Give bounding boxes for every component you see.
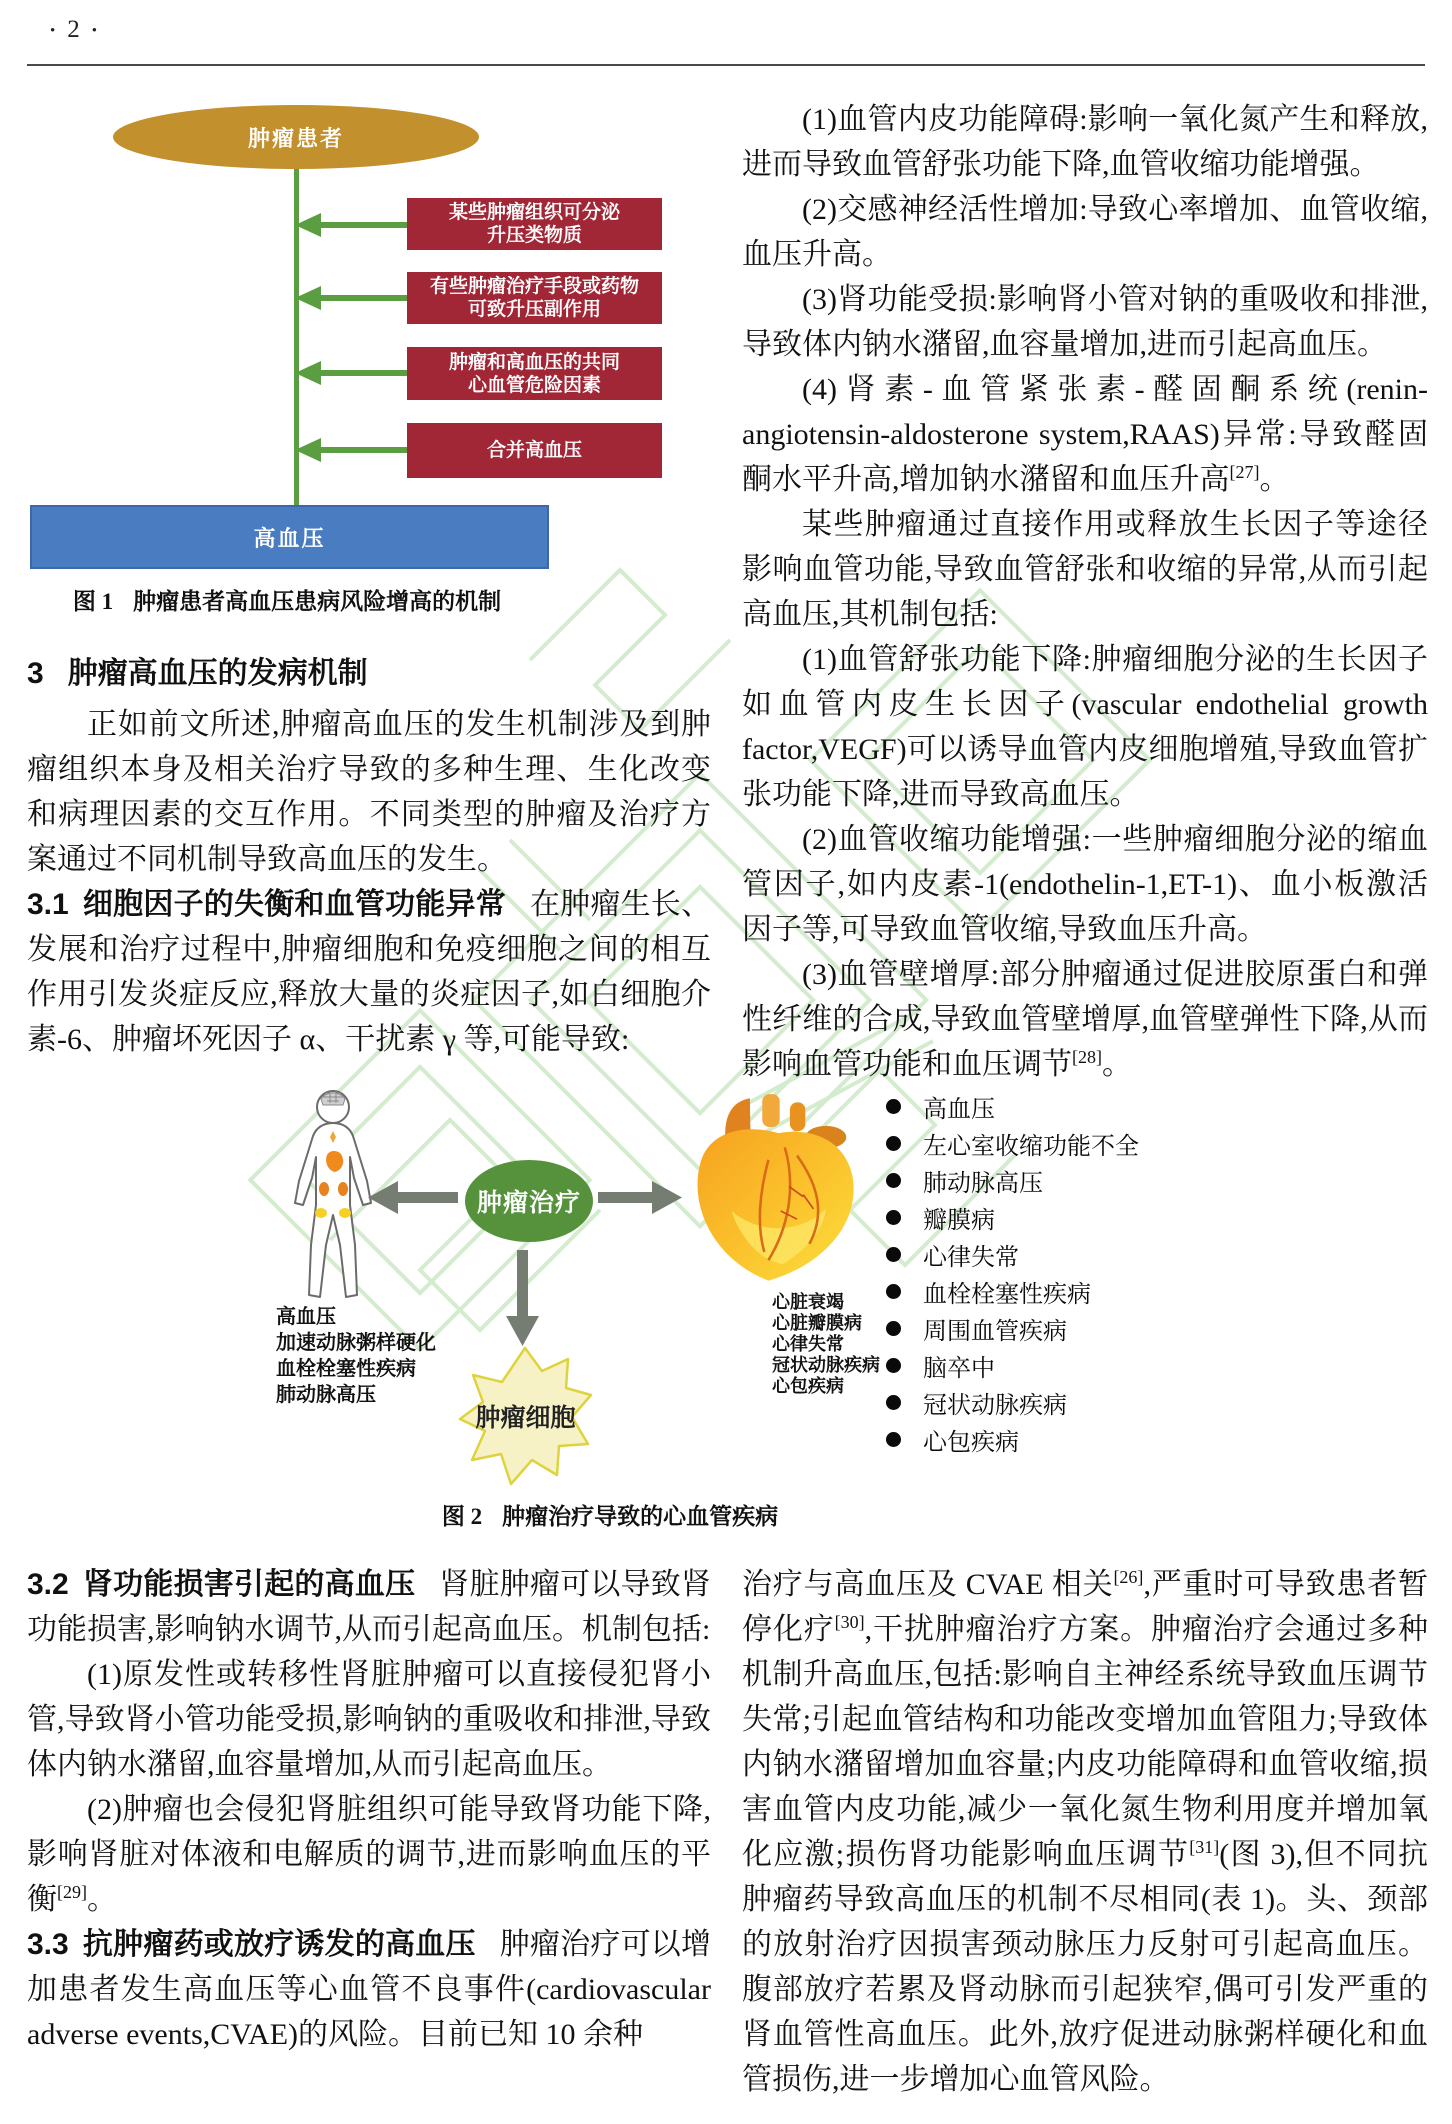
page-number	[40, 16, 109, 44]
section-3-3-heading	[27, 1928, 500, 1961]
paragraph-text: (4)肾素-血管紧张素-醛固酮系统(renin-angiotensin-aldosterone system,RAAS)异常:导致醛固酮水平升高,增加钠水潴留和血压升高	[742, 373, 1428, 496]
paragraph: (1)原发性或转移性肾脏肿瘤可以直接侵犯肾小管,导致肾小管功能受损,影响钠的重吸收和排泄,导致体内钠水潴留,血容量增加,从而引起高血压。	[27, 1658, 711, 1781]
reference-31: [31]	[1189, 1837, 1220, 1857]
cause-box-line: 肿瘤和高血压的共同	[448, 351, 620, 373]
right-column-bottom	[742, 1562, 1428, 2102]
list-item-label: 左心室收缩功能不全	[923, 1132, 1139, 1160]
figure1-result-label: 高血压	[253, 525, 326, 551]
figure2	[250, 1080, 1230, 1510]
heart-effects-list	[772, 1292, 880, 1397]
bullet-icon	[886, 1099, 901, 1114]
cause-box-line: 有些肿瘤治疗手段或药物	[429, 276, 639, 297]
section-3-1-paragraph	[27, 882, 711, 1062]
paragraph-text: 。	[1102, 1048, 1132, 1081]
figure2-ellipse-label: 肿瘤治疗	[476, 1189, 581, 1217]
section-3-1-heading	[27, 888, 530, 921]
list-item-label: 高血压	[923, 1095, 995, 1123]
paragraph: (1)血管舒张功能下降:肿瘤细胞分泌的生长因子如血管内皮生长因子(vascular endothelial growth factor,VEGF)可以诱导血管内皮细胞增殖,导致血管扩张功能下降,进而导致高血压。	[742, 643, 1428, 811]
section-3-2-text: 肾脏肿瘤可以导致肾功能损害,影响钠水调节,从而引起高血压。机制包括:	[27, 1568, 712, 1646]
list-item	[886, 1390, 1139, 1419]
paragraph-text: ,严重时可导致患者暂停化疗	[742, 1568, 1428, 1646]
figure2-caption	[180, 1498, 1040, 1531]
heart-effect-item: 心律失常	[772, 1334, 844, 1354]
heart-effect-item: 心包疾病	[772, 1376, 844, 1396]
bullet-icon	[886, 1247, 901, 1262]
page-number-dot-left: •	[50, 22, 58, 39]
figure1-caption-text: 肿瘤患者高血压患病风险增高的机制	[133, 589, 502, 614]
list-item-label: 心包疾病	[923, 1428, 1019, 1456]
body-effect-item: 血栓栓塞性疾病	[276, 1358, 416, 1380]
paragraph: 某些肿瘤通过直接作用或释放生长因子等途径影响血管功能,导致血管舒张和收缩的异常,从而引起高血压,其机制包括:	[742, 508, 1428, 631]
paragraph-text: (3)血管壁增厚:部分肿瘤通过促进胶原蛋白和弹性纤维的合成,导致血管壁增厚,血管壁弹性下降,从而影响血管功能和血压调节	[742, 958, 1428, 1081]
reference-29: [29]	[57, 1882, 87, 1902]
figure1-cause-box-1	[407, 198, 662, 250]
section-3-2-paragraph	[27, 1562, 711, 1652]
list-item-label: 周围血管疾病	[923, 1317, 1067, 1345]
section-3-2-heading	[27, 1568, 439, 1601]
page-number-dot-right: •	[91, 22, 100, 39]
paragraph: (2)血管收缩功能增强:一些肿瘤细胞分泌的缩血管因子,如内皮素-1(endothelin-1,ET-1)、血小板激活因子等,可导致血管收缩,导致血压升高。	[742, 823, 1428, 946]
section-3-2-title: 肾功能损害引起的高血压	[82, 1568, 416, 1601]
reference-28: [28]	[1072, 1047, 1102, 1067]
list-item	[886, 1094, 1139, 1123]
bullet-icon	[886, 1358, 901, 1373]
cause-box-line: 合并高血压	[486, 440, 582, 461]
bullet-icon	[886, 1432, 901, 1447]
figure1	[27, 85, 711, 585]
tumor-cell-label: 肿瘤细胞	[475, 1404, 576, 1432]
heart-effect-item: 冠状动脉疾病	[772, 1355, 880, 1375]
paragraph: (2)交感神经活性增加:导致心率增加、血管收缩,血压升高。	[742, 193, 1428, 271]
cause-box-line: 升压类物质	[486, 225, 582, 246]
bullet-icon	[886, 1136, 901, 1151]
section-3-title: 肿瘤高血压的发病机制	[67, 657, 368, 690]
list-item-label: 血栓栓塞性疾病	[923, 1280, 1091, 1308]
paragraph-text: (2)肿瘤也会侵犯肾脏组织可能导致肾功能下降,影响肾脏对体液和电解质的调节,进而影响血压的平衡	[27, 1793, 711, 1916]
reference-30: [30]	[834, 1612, 865, 1632]
figure1-cause-box-3	[407, 347, 662, 400]
bullet-icon	[886, 1395, 901, 1410]
figure1-ellipse-label: 肿瘤患者	[247, 125, 344, 151]
list-item-label: 心律失常	[923, 1243, 1019, 1271]
cause-box-line: 可致升压副作用	[467, 299, 601, 320]
section-3-number: 3	[27, 657, 44, 690]
heart-effect-item: 心脏瓣膜病	[772, 1313, 862, 1333]
figure1-caption-label: 图 1	[72, 589, 114, 614]
paragraph	[742, 1562, 1428, 2102]
right-column-top	[742, 97, 1428, 1087]
list-item	[886, 1353, 1139, 1382]
reference-26: [26]	[1113, 1567, 1144, 1587]
list-item	[886, 1131, 1139, 1160]
bullet-icon	[886, 1173, 901, 1188]
paragraph: 正如前文所述,肿瘤高血压的发生机制涉及到肿瘤组织本身及相关治疗导致的多种生理、生化改变和病理因素的交互作用。不同类型的肿瘤及治疗方案通过不同机制导致高血压的发生。	[27, 708, 711, 876]
page-number-value: 2	[67, 16, 82, 43]
paragraph: (3)肾功能受损:影响肾小管对钠的重吸收和排泄,导致体内钠水潴留,血容量增加,进而引起高血压。	[742, 283, 1428, 361]
figure1-hypertension-box	[30, 505, 549, 569]
list-item-label: 脑卒中	[923, 1354, 995, 1382]
paragraph: (1)血管内皮功能障碍:影响一氧化氮产生和释放,进而导致血管舒张功能下降,血管收缩功能增强。	[742, 103, 1428, 181]
list-item	[886, 1279, 1139, 1308]
figure2-caption-label: 图 2	[441, 1504, 483, 1529]
left-column-bottom	[27, 1562, 711, 2057]
paragraph-text: ,干扰肿瘤治疗方案。肿瘤治疗会通过多种机制升高血压,包括:影响自主神经系统导致血压调节失常;引起血管结构和功能改变增加血管阻力;导致体内钠水潴留增加血容量;内皮功能障碍和血管收缩,损害血管内皮功能,减少一氧化氮生物利用度并增加氧化应激;损伤肾功能影响血压调节	[742, 1613, 1429, 1871]
paragraph	[742, 367, 1428, 502]
figure1-cause-box-4	[407, 423, 662, 478]
paragraph-text: 。	[87, 1883, 117, 1916]
reference-27: [27]	[1229, 462, 1260, 482]
heart-icon	[670, 1088, 875, 1293]
section-3-1-title: 细胞因子的失衡和血管功能异常	[82, 888, 506, 921]
left-column-top	[27, 652, 711, 1062]
cardiovascular-disease-list	[886, 1094, 1139, 1464]
paragraph	[27, 1787, 711, 1922]
list-item	[886, 1205, 1139, 1234]
section-3-1-text: 在肿瘤生长、发展和治疗过程中,肿瘤细胞和免疫细胞之间的相互作用引发炎症反应,释放大量的炎症因子,如白细胞介素-6、肿瘤坏死因子 α、干扰素 γ 等,可能导致:	[27, 888, 712, 1056]
figure2-caption-text: 肿瘤治疗导致的心血管疾病	[502, 1504, 779, 1529]
section-3-heading	[27, 652, 711, 696]
list-item	[886, 1168, 1139, 1197]
section-3-3-text: 肿瘤治疗可以增加患者发生高血压等心血管不良事件(cardiovascular adverse events,CVAE)的风险。目前已知 10 余种	[27, 1928, 712, 2051]
paragraph-text: 。	[1259, 463, 1290, 496]
paragraph	[742, 952, 1428, 1087]
section-3-1-number: 3.1	[27, 888, 69, 921]
list-item	[886, 1242, 1139, 1271]
body-effect-item: 高血压	[276, 1306, 336, 1328]
bullet-icon	[886, 1321, 901, 1336]
paragraph-text: 治疗与高血压及 CVAE 相关	[742, 1568, 1114, 1601]
cause-box-line: 某些肿瘤组织可分泌	[448, 202, 620, 223]
section-3-3-number: 3.3	[27, 1928, 69, 1961]
section-3-3-paragraph	[27, 1922, 711, 2057]
list-item-label: 冠状动脉疾病	[923, 1391, 1067, 1419]
figure1-caption	[27, 583, 547, 616]
paragraph-text: (图 3),但不同抗肿瘤药导致高血压的机制不尽相同(表 1)。头、颈部的放射治疗因损害颈动脉压力反射可引起高血压。腹部放疗若累及肾动脉而引起狭窄,偶可引发严重的肾血管性高血压。此外,放疗促进动脉粥样硬化和血管损伤,进一步增加心血管风险。	[742, 1838, 1428, 2096]
cause-box-line: 心血管危险因素	[467, 374, 601, 396]
section-3-2-number: 3.2	[27, 1568, 69, 1601]
section-3-3-title: 抗肿瘤药或放疗诱发的高血压	[82, 1928, 476, 1961]
header-rule	[27, 64, 1425, 66]
list-item-label: 肺动脉高压	[923, 1169, 1043, 1197]
body-effect-item: 加速动脉粥样硬化	[276, 1332, 436, 1354]
bullet-icon	[886, 1210, 901, 1225]
figure1-cause-box-2	[407, 272, 662, 324]
body-effect-item: 肺动脉高压	[276, 1384, 376, 1406]
list-item	[886, 1427, 1139, 1456]
bullet-icon	[886, 1284, 901, 1299]
list-item-label: 瓣膜病	[923, 1206, 995, 1234]
list-item	[886, 1316, 1139, 1345]
heart-effect-item: 心脏衰竭	[772, 1292, 844, 1312]
